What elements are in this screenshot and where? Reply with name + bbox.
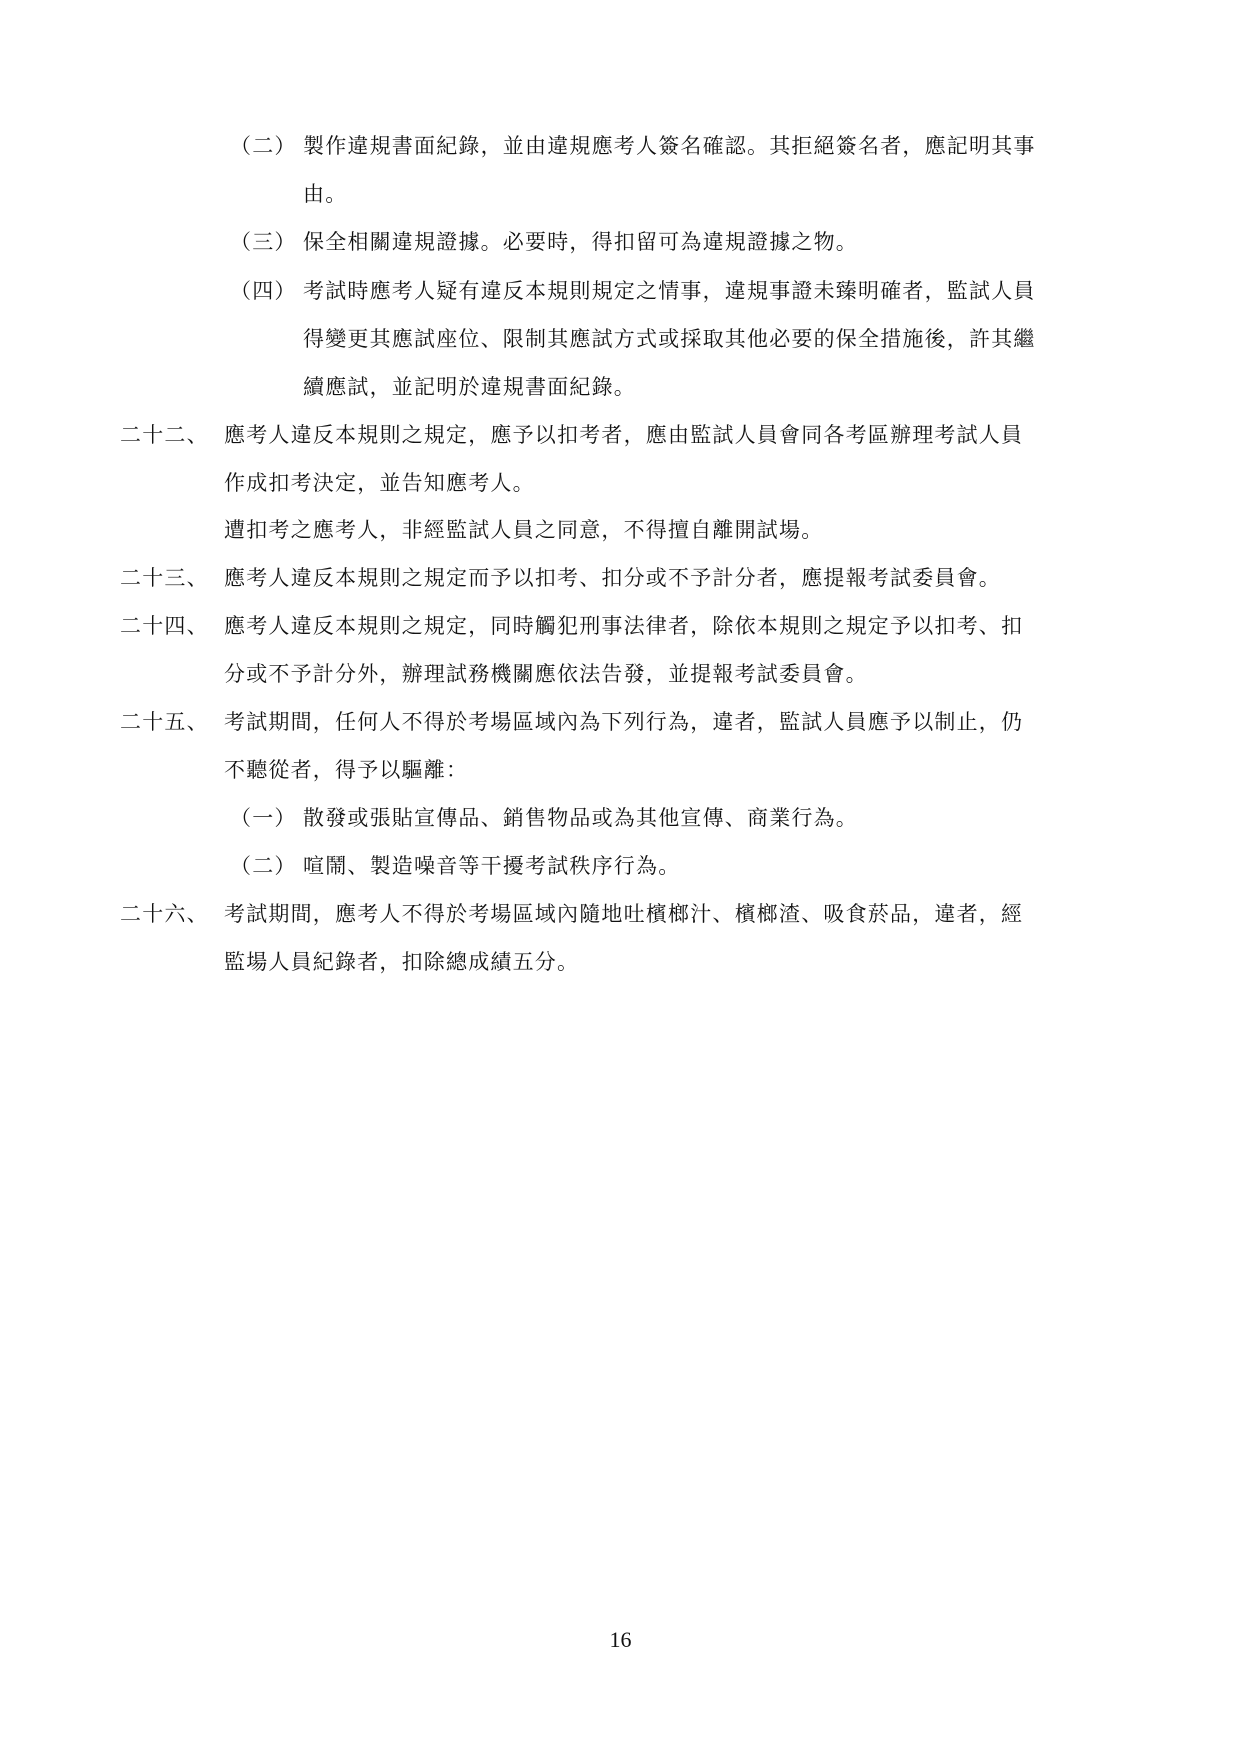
item-text-line: 應考人違反本規則之規定，同時觸犯刑事法律者，除依本規則之規定予以扣考、扣 [224,614,1024,638]
item-text-line: 遭扣考之應考人，非經監試人員之同意，不得擅自離開試場。 [224,518,824,542]
item-text-line: 監場人員紀錄者，扣除總成績五分。 [224,950,580,974]
item-text-line: 得變更其應試座位、限制其應試方式或採取其他必要的保全措施後，許其繼 [303,327,1036,351]
item-text-line: 考試期間，任何人不得於考場區域內為下列行為，違者，監試人員應予以制止，仍 [224,710,1024,734]
item-label: （三） [230,230,297,254]
item-text-line: 分或不予計分外，辦理試務機關應依法告發，並提報考試委員會。 [224,662,868,686]
item-label: （四） [230,279,297,303]
item-text-line: 製作違規書面紀錄，並由違規應考人簽名確認。其拒絕簽名者，應記明其事 [303,134,1036,158]
item-label: 二十六、 [120,902,209,926]
item-label: 二十三、 [120,566,209,590]
item-text-line: 由。 [303,182,348,206]
item-label: 二十二、 [120,423,209,447]
item-text-line: 作成扣考決定，並告知應考人。 [224,471,535,495]
item-label: 二十五、 [120,710,209,734]
item-label: 二十四、 [120,614,209,638]
item-text-line: 散發或張貼宣傳品、銷售物品或為其他宣傳、商業行為。 [303,806,858,830]
item-text-line: 考試期間，應考人不得於考場區域內隨地吐檳榔汁、檳榔渣、吸食菸品，違者，經 [224,902,1024,926]
item-text-line: 考試時應考人疑有違反本規則規定之情事，違規事證未臻明確者，監試人員 [303,279,1036,303]
item-label: （二） [230,134,297,158]
item-text-line: 續應試，並記明於違規書面紀錄。 [303,375,636,399]
item-text-line: 喧鬧、製造噪音等干擾考試秩序行為。 [303,854,681,878]
item-text-line: 不聽從者，得予以驅離： [224,758,469,782]
page-number: 16 [609,1627,632,1652]
item-text-line: 應考人違反本規則之規定，應予以扣考者，應由監試人員會同各考區辦理考試人員 [224,423,1024,447]
item-text-line: 保全相關違規證據。必要時，得扣留可為違規證據之物。 [303,230,858,254]
item-label: （一） [230,806,297,830]
item-label: （二） [230,854,297,878]
item-text-line: 應考人違反本規則之規定而予以扣考、扣分或不予計分者，應提報考試委員會。 [224,566,1001,590]
